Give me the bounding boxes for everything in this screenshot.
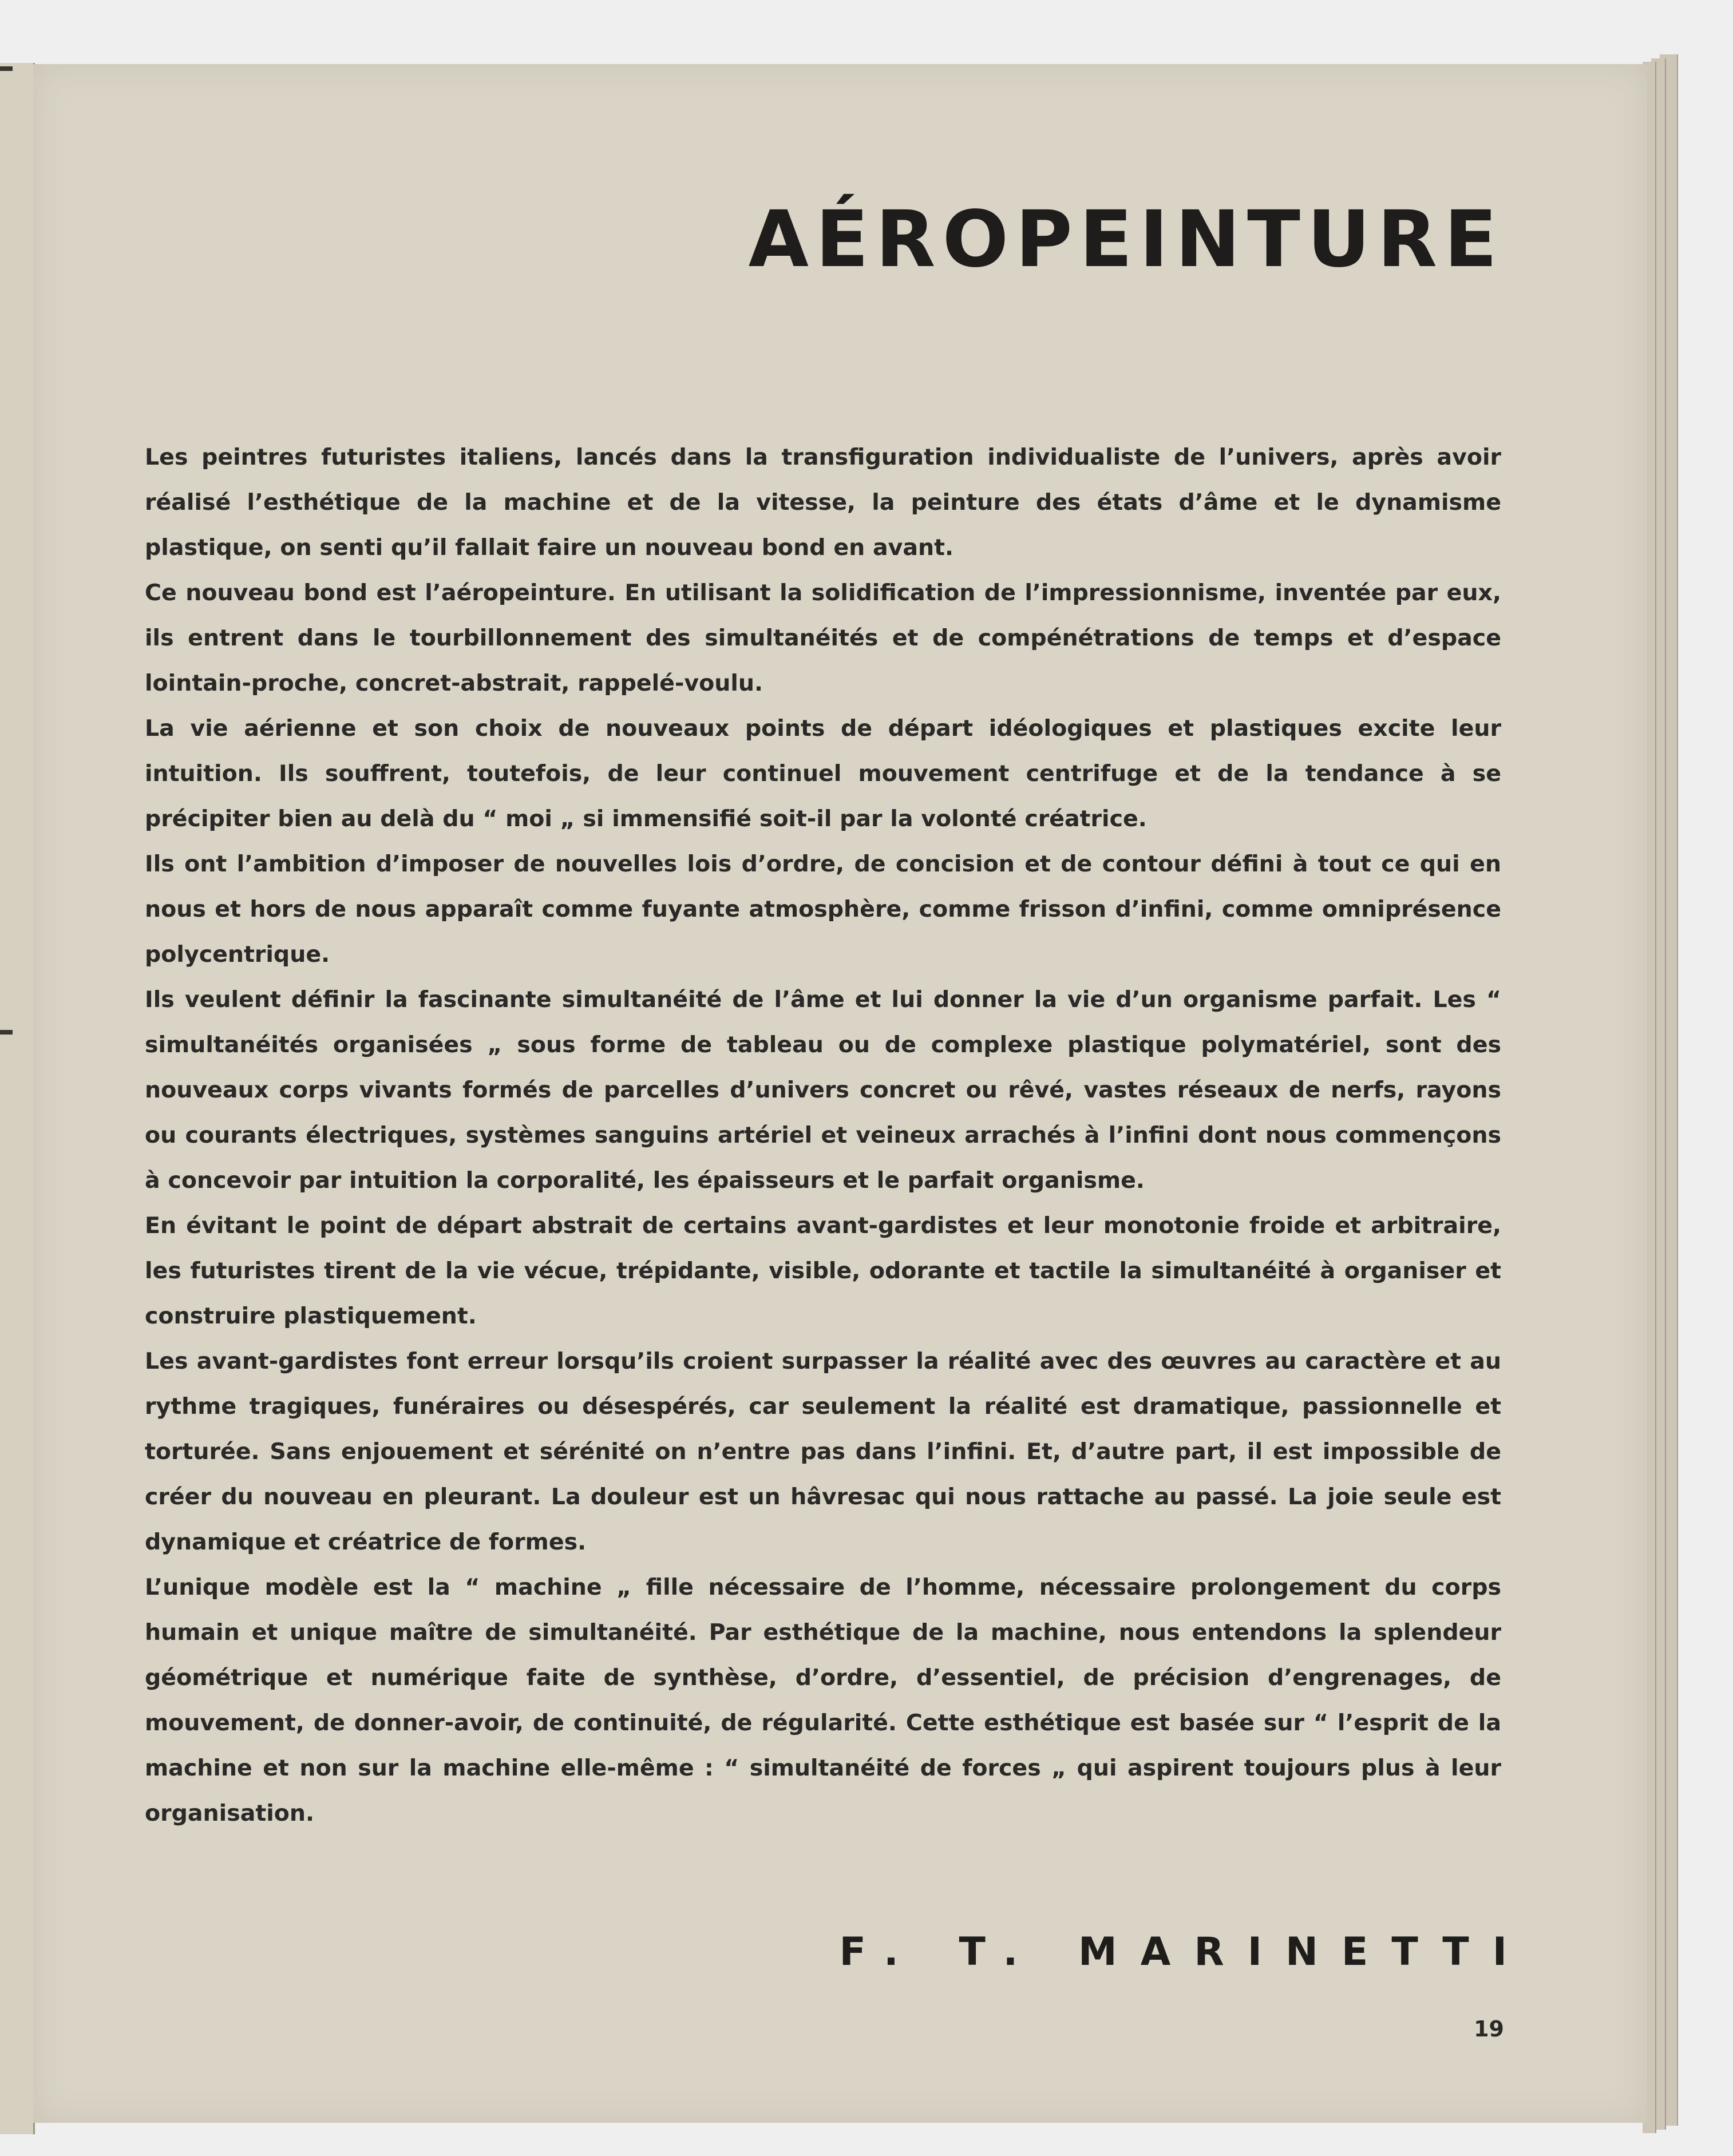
article-title: AÉROPEINTURE <box>748 195 1504 285</box>
paragraph: La vie aérienne et son choix de nouveaux points de départ idéologiques et plastiques excite leur intuition. Ils souffrent, toutefois, de leur continuel mouvement centrifuge et de la tendance à se précipiter bien au delà du “ moi „ si immensifié soit-il par la volonté créatrice. <box>145 715 1501 832</box>
author-signature: F. T. MARINETTI <box>839 1929 1530 1975</box>
page-number: 19 <box>1474 2016 1504 2042</box>
paragraph: En évitant le point de départ abstrait de certains avant-gardistes et leur monotonie froide et arbitraire, les futuristes tirent de la vie vécue, trépidante, visible, odorante et tactile la simultanéité à organiser et construire plastiquement. <box>145 1212 1501 1329</box>
paragraph: Les peintres futuristes italiens, lancés dans la transfiguration individualiste de l’univers, après avoir réalisé l’esthétique de la machine et de la vitesse, la peinture des états d’âme et le dynamisme plastique, on senti qu’il fallait faire un nouveau bond en avant. <box>145 444 1501 561</box>
paragraph: Les avant-gardistes font erreur lorsqu’ils croient surpasser la réalité avec des œuvres au caractère et au rythme tragiques, funéraires ou désespérés, car seulement la réalité est dramatique, passionnelle et torturée. Sans enjouement et sérénité on n’entre pas dans l’infini. Et, d’autre part, il est impossible de créer du nouveau en pleurant. La douleur est un hâvresac qui nous rattache au passé. La joie seule est dynamique et créatrice de formes. <box>145 1348 1501 1555</box>
article-body <box>145 435 1501 1836</box>
paragraph: Ils ont l’ambition d’imposer de nouvelles lois d’ordre, de concision et de contour défini à tout ce qui en nous et hors de nous apparaît comme fuyante atmosphère, comme frisson d’infini, comme omniprésence polycentrique. <box>145 851 1501 968</box>
binding-mark <box>0 1030 13 1035</box>
paragraph: Ce nouveau bond est l’aéropeinture. En utilisant la solidification de l’impressionnisme, inventée par eux, ils entrent dans le tourbillonnement des simultanéités et de compénétrations de temps et d’espace lointain-proche, concret-abstrait, rappelé-voulu. <box>145 580 1501 696</box>
paragraph: Ils veulent définir la fascinante simultanéité de l’âme et lui donner la vie d’un organisme parfait. Les “ simultanéités organisées „ sous forme de tableau ou de complexe plastique polymatériel, sont des nouveaux corps vivants formés de parcelles d’univers concret ou rêvé, vastes réseaux de nerfs, rayons ou courants électriques, systèmes sanguins artériel et veineux arrachés à l’infini dont nous commençons à concevoir par intuition la corporalité, les épaisseurs et le parfait organisme. <box>145 986 1501 1194</box>
paragraph: L’unique modèle est la “ machine „ fille nécessaire de l’homme, nécessaire prolongement du corps humain et unique maître de simultanéité. Par esthétique de la machine, nous entendons la splendeur géométrique et numérique faite de synthèse, d’ordre, d’essentiel, de précision d’engrenages, de mouvement, de donner-avoir, de continuité, de régularité. Cette esthétique est basée sur “ l’esprit de la machine et non sur la machine elle-même : “ simultanéité de forces „ qui aspirent toujours plus à leur organisation. <box>145 1574 1501 1826</box>
book-page <box>33 64 1647 2123</box>
binding-mark <box>0 66 13 71</box>
facing-page-edge <box>0 63 35 2134</box>
